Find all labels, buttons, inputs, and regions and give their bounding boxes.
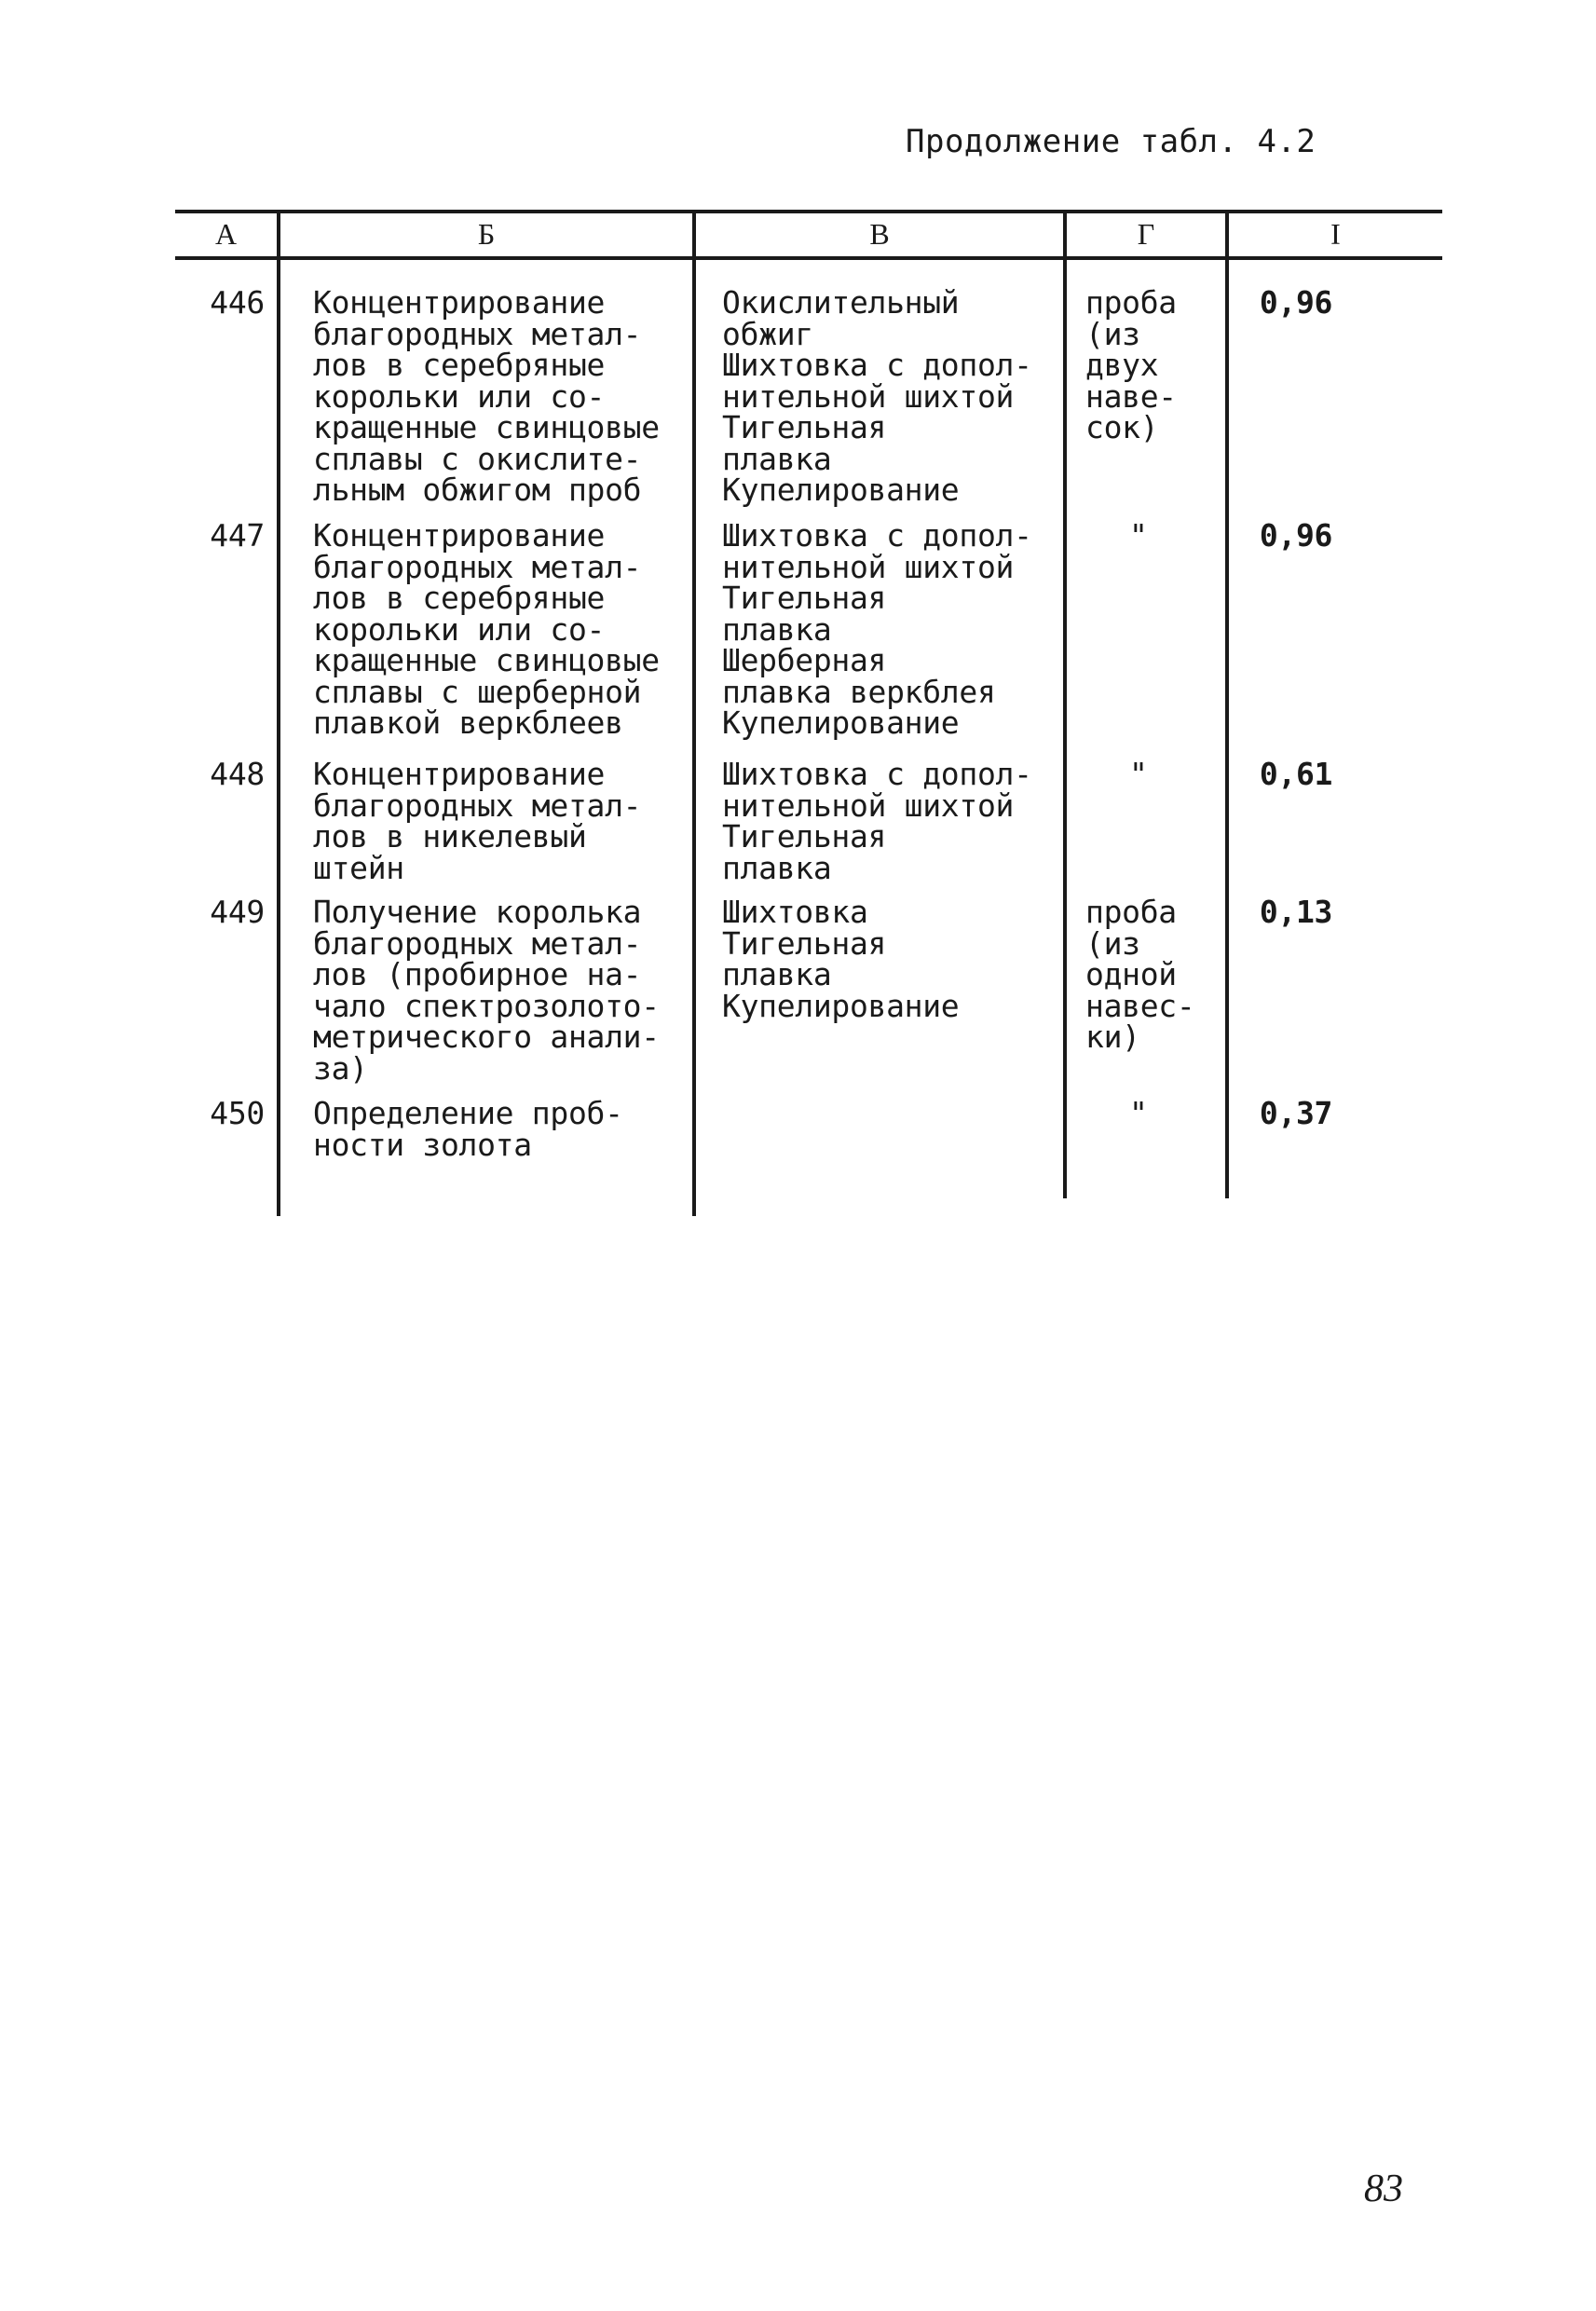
operation-cell: Получение королька благородных метал- лов (пробирное на- чало спектрозолото- метрического анали- за) [313,894,660,1087]
header-c: В [869,217,890,251]
value-cell: 0,37 [1259,1095,1333,1131]
unit-cell: " [1129,1095,1148,1131]
unit-cell: " [1129,756,1148,792]
column-divider [692,213,696,1216]
stages-cell: Шихтовка Тигельная плавка Купелирование [722,894,960,1024]
operation-cell: Концентрирование благородных метал- лов в серебряные корольки или со- кращенные свинцовые сплавы с окислите- льным обжигом проб [313,284,660,508]
column-divider [277,213,280,1216]
value-cell: 0,13 [1259,894,1333,930]
table-top-rule [175,210,1442,213]
row-number: 447 [210,517,265,554]
column-divider [1225,213,1229,1198]
unit-cell: " [1129,517,1148,554]
row-number: 449 [210,894,265,930]
operation-cell: Концентрирование благородных метал- лов в никелевый штейн [313,756,642,886]
column-divider [1063,213,1067,1198]
operation-cell: Определение проб- ности золота [313,1095,623,1163]
unit-cell: проба (из одной навес- ки) [1085,894,1195,1055]
header-e: Ι [1330,217,1341,251]
row-number: 448 [210,756,265,792]
row-number: 450 [210,1095,265,1131]
page-number: 83 [1364,2167,1403,2210]
stages-cell: Шихтовка с допол- нительной шихтой Тигельная плавка [722,756,1032,886]
table-caption: Продолжение табл. 4.2 [906,123,1316,160]
value-cell: 0,96 [1259,517,1333,554]
stages-cell: Окислительный обжиг Шихтовка с допол- нительной шихтой Тигельная плавка Купелирование [722,284,1032,508]
header-d: Г [1137,217,1155,251]
header-b: Б [477,217,496,251]
operation-cell: Концентрирование благородных метал- лов в серебряные корольки или со- кращенные свинцовые сплавы с шерберной плавкой веркблеев [313,517,660,741]
stages-cell: Шихтовка с допол- нительной шихтой Тигельная плавка Шерберная плавка веркблея Купелирование [722,517,1032,741]
header-bottom-rule [175,256,1442,260]
value-cell: 0,61 [1259,756,1333,792]
value-cell: 0,96 [1259,284,1333,321]
row-number: 446 [210,284,265,321]
unit-cell: проба (из двух наве- сок) [1085,284,1177,445]
header-a: А [214,217,238,251]
